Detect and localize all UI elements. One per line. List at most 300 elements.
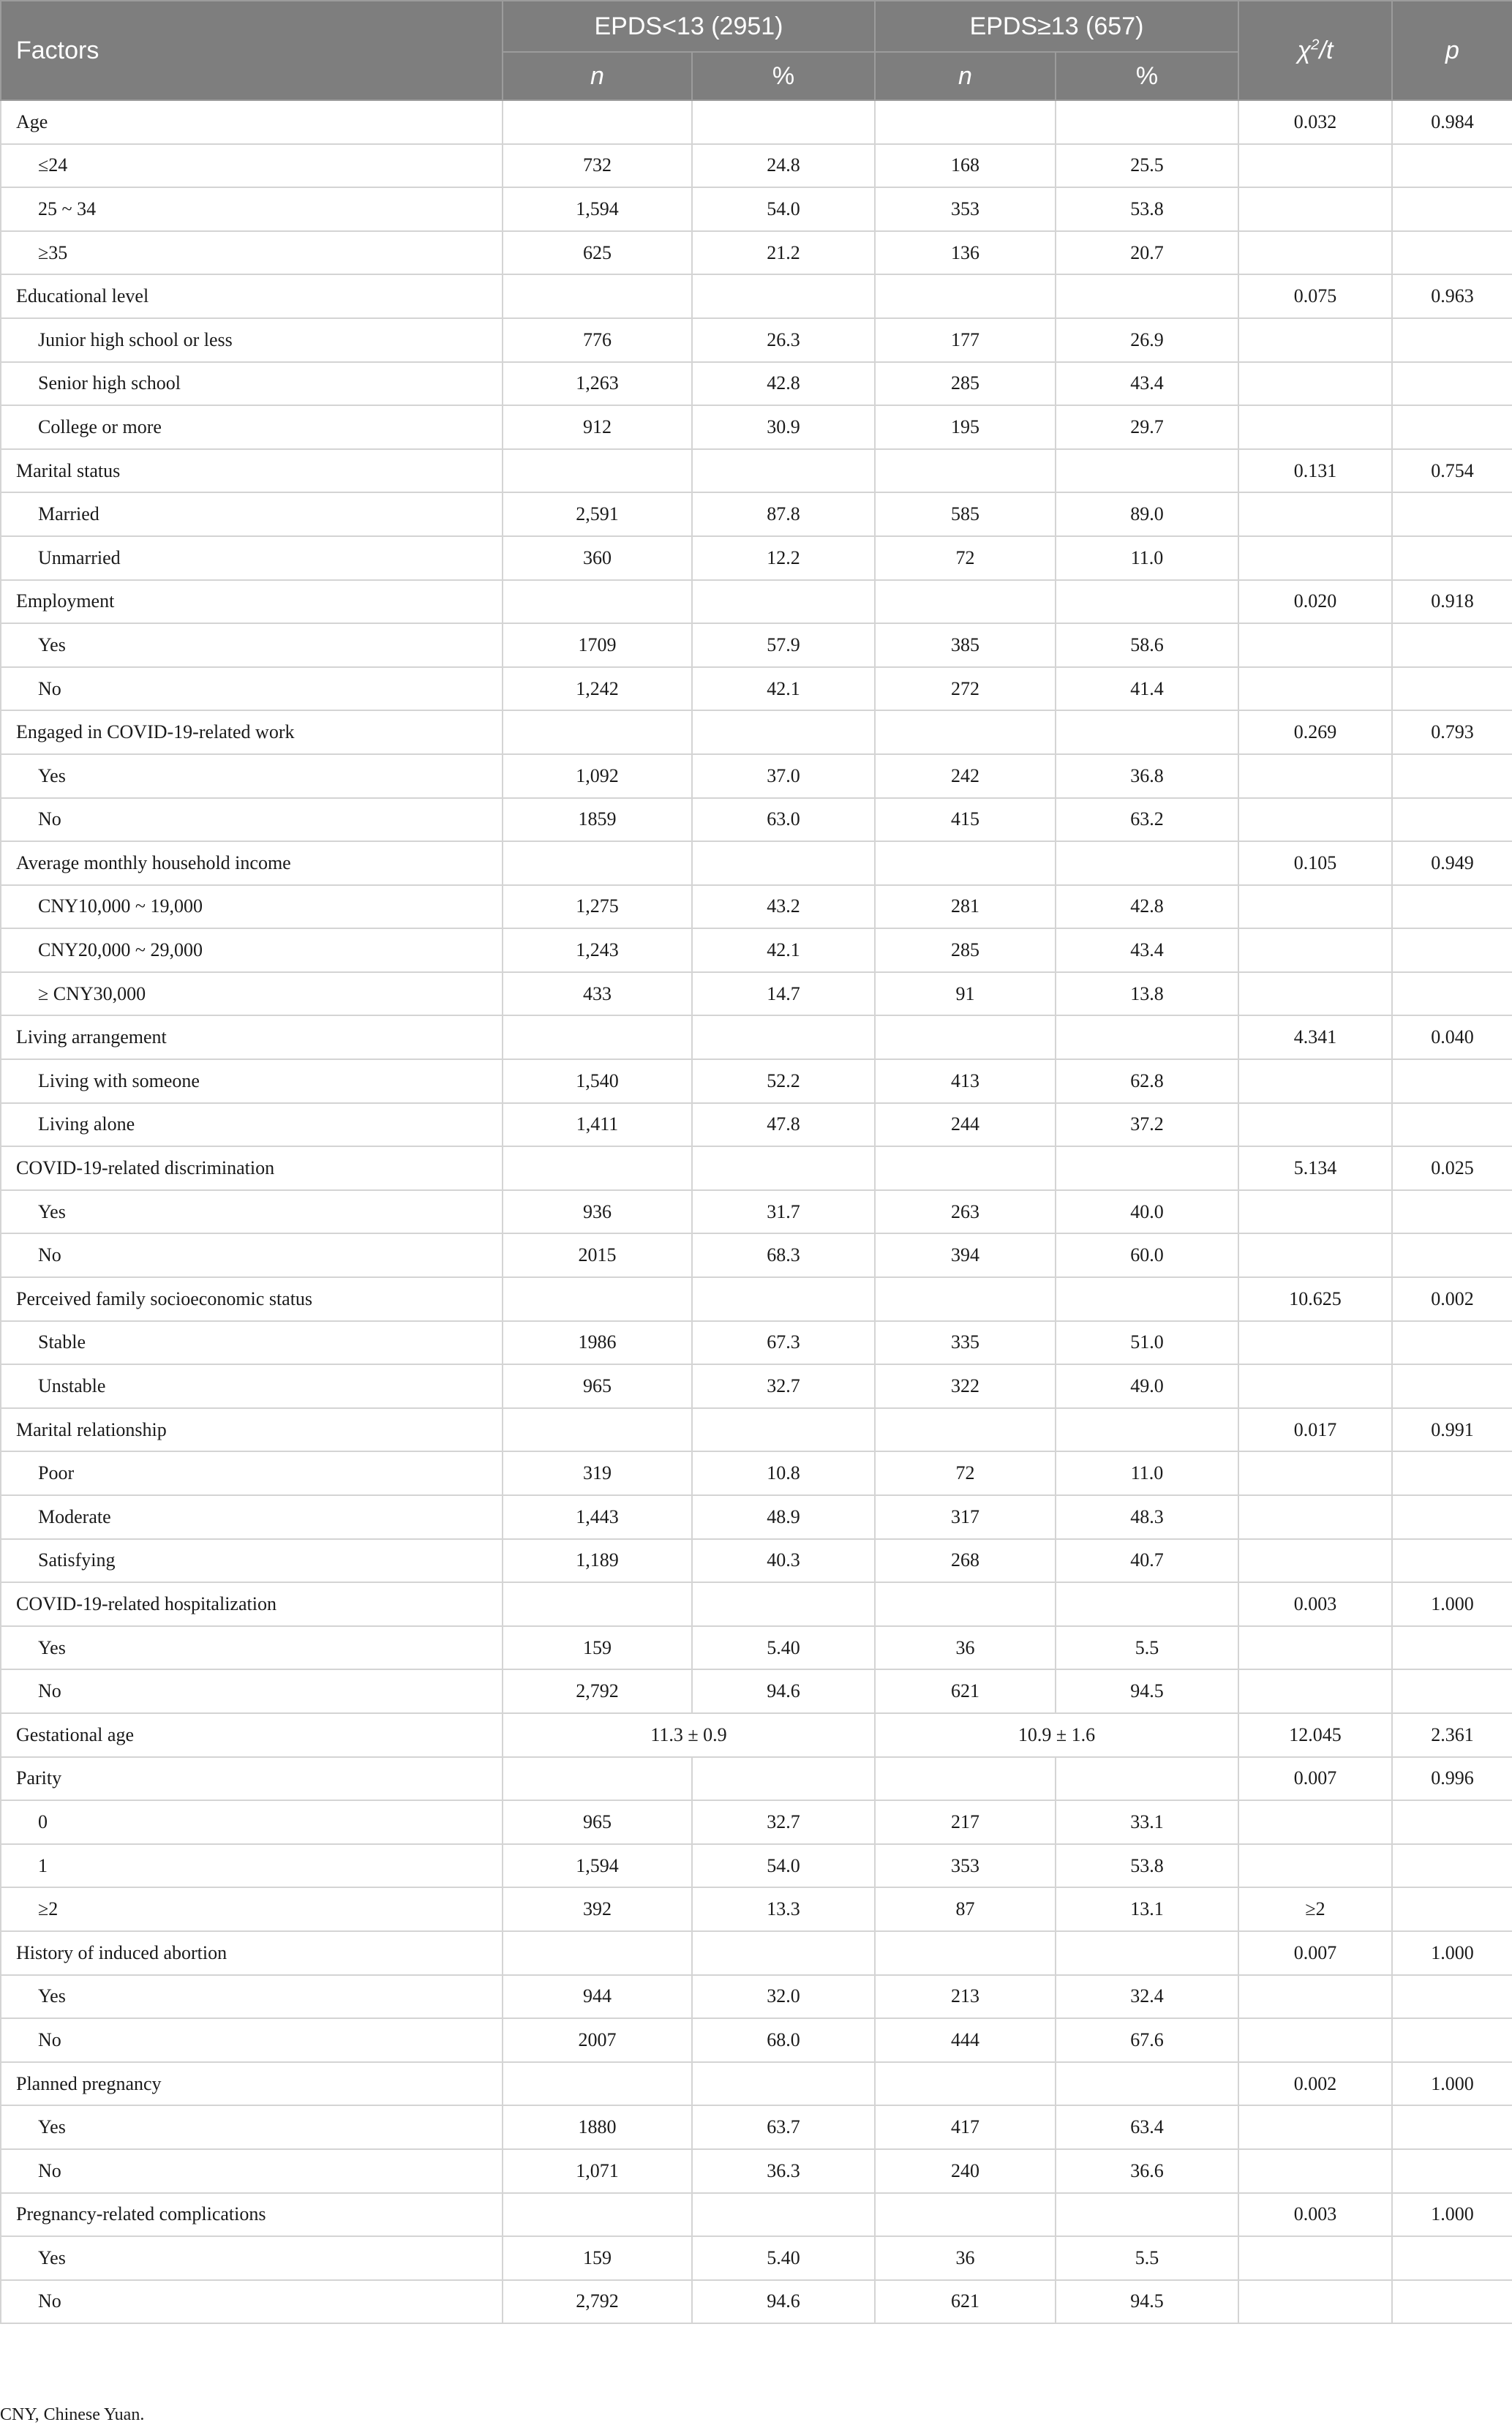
group1-n: 2015 <box>503 1233 692 1277</box>
stat-value <box>1238 1103 1392 1147</box>
group2-n <box>875 2062 1056 2106</box>
p-value <box>1392 1669 1512 1713</box>
row-label: Satisfying <box>1 1539 503 1583</box>
p-value <box>1392 1975 1512 2019</box>
group2-n <box>875 449 1056 493</box>
group2-percent: 58.6 <box>1056 623 1238 667</box>
table-category-row <box>1 1277 1512 1321</box>
table-subrow <box>1 1103 1512 1147</box>
row-label: Living alone <box>1 1103 503 1147</box>
header-stat-t: /t <box>1319 36 1334 64</box>
group2-percent: 20.7 <box>1056 231 1238 275</box>
stat-value <box>1238 1844 1392 1888</box>
row-label: Senior high school <box>1 362 503 406</box>
table-category-row <box>1 2062 1512 2106</box>
group2-n: 353 <box>875 187 1056 231</box>
group2-percent: 43.4 <box>1056 928 1238 972</box>
group2-n: 417 <box>875 2105 1056 2149</box>
group1-n: 1986 <box>503 1321 692 1365</box>
p-value <box>1392 405 1512 449</box>
group2-percent: 94.5 <box>1056 2280 1238 2324</box>
row-label: Unmarried <box>1 536 503 580</box>
stat-value <box>1238 1800 1392 1844</box>
group2-percent <box>1056 841 1238 885</box>
group1-n <box>503 2193 692 2237</box>
group2-percent: 63.4 <box>1056 2105 1238 2149</box>
table-subrow <box>1 405 1512 449</box>
group1-percent: 31.7 <box>692 1190 875 1234</box>
stat-value <box>1238 231 1392 275</box>
p-value: 0.918 <box>1392 580 1512 624</box>
group1-n: 1,275 <box>503 885 692 929</box>
row-label: Yes <box>1 2105 503 2149</box>
row-label: Yes <box>1 1190 503 1234</box>
table-subrow <box>1 2280 1512 2324</box>
group1-percent: 42.1 <box>692 928 875 972</box>
group1-n: 625 <box>503 231 692 275</box>
row-label: ≥2 <box>1 1887 503 1931</box>
table-subrow <box>1 1321 1512 1365</box>
table-subrow <box>1 972 1512 1016</box>
group1-n: 1,540 <box>503 1059 692 1103</box>
row-label: Marital status <box>1 449 503 493</box>
group2-percent: 60.0 <box>1056 1233 1238 1277</box>
group1-n: 1859 <box>503 798 692 842</box>
row-label: ≤24 <box>1 144 503 188</box>
header-stat-sup: 2 <box>1311 37 1320 53</box>
p-value <box>1392 536 1512 580</box>
group2-n: 415 <box>875 798 1056 842</box>
row-label: 25 ~ 34 <box>1 187 503 231</box>
group1-n <box>503 1931 692 1975</box>
row-label: Parity <box>1 1757 503 1801</box>
row-label: No <box>1 2149 503 2193</box>
header-p: p <box>1392 1 1512 100</box>
group2-percent: 11.0 <box>1056 536 1238 580</box>
group2-n: 285 <box>875 362 1056 406</box>
row-label: Yes <box>1 1626 503 1670</box>
group1-n: 360 <box>503 536 692 580</box>
row-label: No <box>1 1669 503 1713</box>
group1-n <box>503 580 692 624</box>
table-subrow <box>1 318 1512 362</box>
row-label: CNY10,000 ~ 19,000 <box>1 885 503 929</box>
table-footnote: CNY, Chinese Yuan. <box>0 2405 145 2424</box>
stat-value: 0.003 <box>1238 1582 1392 1626</box>
group2-percent: 89.0 <box>1056 492 1238 536</box>
table-subrow <box>1 1669 1512 1713</box>
stat-value: 0.105 <box>1238 841 1392 885</box>
group1-percent <box>692 580 875 624</box>
table-subrow <box>1 885 1512 929</box>
row-label: 1 <box>1 1844 503 1888</box>
p-value <box>1392 754 1512 798</box>
group2-percent: 51.0 <box>1056 1321 1238 1365</box>
p-value: 0.793 <box>1392 710 1512 754</box>
table-subrow <box>1 1844 1512 1888</box>
group1-percent: 24.8 <box>692 144 875 188</box>
p-value <box>1392 144 1512 188</box>
group1-n: 1,189 <box>503 1539 692 1583</box>
row-label: Gestational age <box>1 1713 503 1757</box>
row-label: Stable <box>1 1321 503 1365</box>
group1-n: 776 <box>503 318 692 362</box>
stat-value <box>1238 667 1392 711</box>
row-label: Living with someone <box>1 1059 503 1103</box>
group2-n <box>875 1757 1056 1801</box>
group1-percent <box>692 449 875 493</box>
p-value <box>1392 187 1512 231</box>
group1-n: 732 <box>503 144 692 188</box>
row-label: No <box>1 2280 503 2324</box>
group1-n: 965 <box>503 1800 692 1844</box>
group1-n <box>503 274 692 318</box>
group1-n: 159 <box>503 1626 692 1670</box>
group1-n: 1,594 <box>503 1844 692 1888</box>
table-subrow <box>1 187 1512 231</box>
group1-n: 1,594 <box>503 187 692 231</box>
table-subrow <box>1 1626 1512 1670</box>
row-label: Employment <box>1 580 503 624</box>
stat-value <box>1238 1190 1392 1234</box>
group2-percent: 40.7 <box>1056 1539 1238 1583</box>
group1-n: 1,242 <box>503 667 692 711</box>
group1-n: 912 <box>503 405 692 449</box>
row-label: Marital relationship <box>1 1408 503 1452</box>
group1-percent: 54.0 <box>692 1844 875 1888</box>
group2-n: 36 <box>875 2236 1056 2280</box>
group2-n: 213 <box>875 1975 1056 2019</box>
p-value <box>1392 1800 1512 1844</box>
group2-n: 272 <box>875 667 1056 711</box>
group1-percent: 40.3 <box>692 1539 875 1583</box>
group2-n: 413 <box>875 1059 1056 1103</box>
table-subrow <box>1 1495 1512 1539</box>
p-value: 2.361 <box>1392 1713 1512 1757</box>
p-value <box>1392 1321 1512 1365</box>
group1-percent: 5.40 <box>692 2236 875 2280</box>
group1-percent: 48.9 <box>692 1495 875 1539</box>
group1-percent: 68.0 <box>692 2018 875 2062</box>
group2-percent <box>1056 100 1238 144</box>
group2-percent: 13.8 <box>1056 972 1238 1016</box>
group1-percent <box>692 841 875 885</box>
stat-value <box>1238 798 1392 842</box>
table-subrow <box>1 536 1512 580</box>
group2-n <box>875 274 1056 318</box>
group2-n <box>875 1582 1056 1626</box>
stat-value <box>1238 536 1392 580</box>
row-label: ≥35 <box>1 231 503 275</box>
row-label: Married <box>1 492 503 536</box>
group2-mean-sd: 10.9 ± 1.6 <box>875 1713 1238 1757</box>
table-subrow <box>1 2149 1512 2193</box>
group2-percent <box>1056 1146 1238 1190</box>
stat-value <box>1238 1059 1392 1103</box>
p-value: 0.040 <box>1392 1015 1512 1059</box>
group2-n <box>875 710 1056 754</box>
group2-percent: 40.0 <box>1056 1190 1238 1234</box>
row-label: Planned pregnancy <box>1 2062 503 2106</box>
group2-n <box>875 1015 1056 1059</box>
p-value: 0.996 <box>1392 1757 1512 1801</box>
stat-value: 4.341 <box>1238 1015 1392 1059</box>
group2-n: 585 <box>875 492 1056 536</box>
stat-value <box>1238 754 1392 798</box>
group2-percent: 29.7 <box>1056 405 1238 449</box>
stat-value <box>1238 1626 1392 1670</box>
stat-value <box>1238 1364 1392 1408</box>
group1-percent: 32.7 <box>692 1800 875 1844</box>
p-value <box>1392 1190 1512 1234</box>
group2-percent <box>1056 1408 1238 1452</box>
header-pct-1: % <box>692 52 875 100</box>
p-value: 1.000 <box>1392 2062 1512 2106</box>
table-category-row <box>1 274 1512 318</box>
group2-percent: 53.8 <box>1056 187 1238 231</box>
group1-n <box>503 1757 692 1801</box>
group2-n: 322 <box>875 1364 1056 1408</box>
stat-value: 0.131 <box>1238 449 1392 493</box>
row-label: Engaged in COVID-19-related work <box>1 710 503 754</box>
table-category-row <box>1 449 1512 493</box>
group1-n: 2,792 <box>503 2280 692 2324</box>
stat-value <box>1238 2149 1392 2193</box>
row-label: Yes <box>1 754 503 798</box>
group2-percent: 32.4 <box>1056 1975 1238 2019</box>
group2-n <box>875 2193 1056 2237</box>
table-subrow <box>1 2105 1512 2149</box>
group1-percent: 42.1 <box>692 667 875 711</box>
group1-percent: 43.2 <box>692 885 875 929</box>
p-value: 1.000 <box>1392 1582 1512 1626</box>
group1-percent <box>692 2062 875 2106</box>
group2-percent <box>1056 710 1238 754</box>
p-value <box>1392 972 1512 1016</box>
stat-value <box>1238 1451 1392 1495</box>
table-category-row <box>1 2193 1512 2237</box>
group2-n: 195 <box>875 405 1056 449</box>
row-label: ≥ CNY30,000 <box>1 972 503 1016</box>
group1-n: 1,263 <box>503 362 692 406</box>
stat-value <box>1238 144 1392 188</box>
row-label: Unstable <box>1 1364 503 1408</box>
table-category-row <box>1 1582 1512 1626</box>
table-category-row <box>1 1146 1512 1190</box>
stat-value <box>1238 623 1392 667</box>
group2-percent <box>1056 1757 1238 1801</box>
row-label: Yes <box>1 2236 503 2280</box>
table-subrow <box>1 754 1512 798</box>
group2-n: 268 <box>875 1539 1056 1583</box>
group2-percent: 49.0 <box>1056 1364 1238 1408</box>
row-label: College or more <box>1 405 503 449</box>
group1-percent: 87.8 <box>692 492 875 536</box>
group1-n: 2,591 <box>503 492 692 536</box>
table-subrow <box>1 1800 1512 1844</box>
header-factors: Factors <box>1 1 503 100</box>
group1-percent: 30.9 <box>692 405 875 449</box>
p-value <box>1392 318 1512 362</box>
group2-percent: 11.0 <box>1056 1451 1238 1495</box>
table-subrow <box>1 1975 1512 2019</box>
group2-n: 285 <box>875 928 1056 972</box>
p-value <box>1392 1103 1512 1147</box>
group1-percent <box>692 1277 875 1321</box>
group2-percent: 37.2 <box>1056 1103 1238 1147</box>
group1-percent: 36.3 <box>692 2149 875 2193</box>
group2-n: 168 <box>875 144 1056 188</box>
group1-n: 1,411 <box>503 1103 692 1147</box>
group2-percent: 25.5 <box>1056 144 1238 188</box>
table-category-row <box>1 1931 1512 1975</box>
p-value <box>1392 2018 1512 2062</box>
group2-n: 281 <box>875 885 1056 929</box>
stat-value <box>1238 1495 1392 1539</box>
group1-percent: 14.7 <box>692 972 875 1016</box>
table-subrow <box>1 144 1512 188</box>
group2-n <box>875 100 1056 144</box>
stat-value <box>1238 405 1392 449</box>
group1-n: 392 <box>503 1887 692 1931</box>
group1-percent: 42.8 <box>692 362 875 406</box>
group2-percent: 5.5 <box>1056 2236 1238 2280</box>
p-value <box>1392 928 1512 972</box>
stat-value <box>1238 362 1392 406</box>
table-body <box>1 100 1512 2323</box>
group2-n: 36 <box>875 1626 1056 1670</box>
row-label: 0 <box>1 1800 503 1844</box>
row-label: Age <box>1 100 503 144</box>
group1-percent: 52.2 <box>692 1059 875 1103</box>
table-category-row <box>1 841 1512 885</box>
group2-n: 72 <box>875 1451 1056 1495</box>
table-subrow <box>1 928 1512 972</box>
group2-n: 177 <box>875 318 1056 362</box>
group2-n <box>875 1277 1056 1321</box>
table-category-row <box>1 100 1512 144</box>
table-subrow <box>1 1233 1512 1277</box>
group1-mean-sd: 11.3 ± 0.9 <box>503 1713 875 1757</box>
group2-percent: 41.4 <box>1056 667 1238 711</box>
row-label: Yes <box>1 1975 503 2019</box>
p-value <box>1392 1495 1512 1539</box>
group2-percent: 36.8 <box>1056 754 1238 798</box>
group2-n <box>875 580 1056 624</box>
group2-percent: 43.4 <box>1056 362 1238 406</box>
group2-n: 244 <box>875 1103 1056 1147</box>
group1-n: 319 <box>503 1451 692 1495</box>
stat-value <box>1238 2280 1392 2324</box>
stat-value: 0.007 <box>1238 1757 1392 1801</box>
group1-percent: 94.6 <box>692 2280 875 2324</box>
table-header <box>1 1 1512 100</box>
header-group-epds-high: EPDS≥13 (657) <box>875 1 1238 52</box>
group1-percent: 63.0 <box>692 798 875 842</box>
row-label: History of induced abortion <box>1 1931 503 1975</box>
group1-n: 1709 <box>503 623 692 667</box>
group1-n: 1,243 <box>503 928 692 972</box>
table-subrow <box>1 1451 1512 1495</box>
table-subrow <box>1 2018 1512 2062</box>
row-label: CNY20,000 ~ 29,000 <box>1 928 503 972</box>
stat-value <box>1238 492 1392 536</box>
table-category-row <box>1 1757 1512 1801</box>
stat-value: 0.002 <box>1238 2062 1392 2106</box>
p-value: 0.754 <box>1392 449 1512 493</box>
p-value: 0.002 <box>1392 1277 1512 1321</box>
group1-n <box>503 1277 692 1321</box>
group1-percent <box>692 274 875 318</box>
group1-percent: 57.9 <box>692 623 875 667</box>
group2-n: 72 <box>875 536 1056 580</box>
stat-value <box>1238 1233 1392 1277</box>
group1-n: 1,443 <box>503 1495 692 1539</box>
table-subrow <box>1 623 1512 667</box>
table-subrow <box>1 1364 1512 1408</box>
group1-n <box>503 841 692 885</box>
p-value <box>1392 492 1512 536</box>
group2-n <box>875 1408 1056 1452</box>
group1-n: 1,092 <box>503 754 692 798</box>
group1-percent: 21.2 <box>692 231 875 275</box>
group2-percent <box>1056 2193 1238 2237</box>
group2-n <box>875 1931 1056 1975</box>
row-label: COVID-19-related hospitalization <box>1 1582 503 1626</box>
p-value <box>1392 1887 1512 1931</box>
group1-percent: 68.3 <box>692 1233 875 1277</box>
group2-percent <box>1056 1015 1238 1059</box>
group1-percent: 37.0 <box>692 754 875 798</box>
stat-value <box>1238 2105 1392 2149</box>
stat-value: 0.003 <box>1238 2193 1392 2237</box>
group1-percent: 5.40 <box>692 1626 875 1670</box>
p-value: 0.949 <box>1392 841 1512 885</box>
row-label: COVID-19-related discrimination <box>1 1146 503 1190</box>
group2-percent <box>1056 449 1238 493</box>
group1-percent <box>692 1931 875 1975</box>
group1-n: 936 <box>503 1190 692 1234</box>
p-value <box>1392 1626 1512 1670</box>
p-value <box>1392 623 1512 667</box>
stat-value: 0.075 <box>1238 274 1392 318</box>
table-subrow <box>1 667 1512 711</box>
group1-n <box>503 2062 692 2106</box>
group2-n: 621 <box>875 2280 1056 2324</box>
group2-percent <box>1056 1582 1238 1626</box>
stat-value <box>1238 885 1392 929</box>
group2-percent <box>1056 2062 1238 2106</box>
group1-percent <box>692 1582 875 1626</box>
group1-n: 433 <box>503 972 692 1016</box>
row-label: Average monthly household income <box>1 841 503 885</box>
stat-value: 12.045 <box>1238 1713 1392 1757</box>
row-label: Living arrangement <box>1 1015 503 1059</box>
header-stat-chi: χ <box>1297 36 1312 64</box>
group1-percent: 32.0 <box>692 1975 875 2019</box>
stat-value: 0.007 <box>1238 1931 1392 1975</box>
stat-value <box>1238 1321 1392 1365</box>
stat-value <box>1238 1975 1392 2019</box>
row-label: Educational level <box>1 274 503 318</box>
group2-n: 335 <box>875 1321 1056 1365</box>
group1-percent: 54.0 <box>692 187 875 231</box>
group1-n <box>503 710 692 754</box>
p-value: 1.000 <box>1392 2193 1512 2237</box>
stat-value: 0.020 <box>1238 580 1392 624</box>
p-value: 1.000 <box>1392 1931 1512 1975</box>
group1-n <box>503 449 692 493</box>
